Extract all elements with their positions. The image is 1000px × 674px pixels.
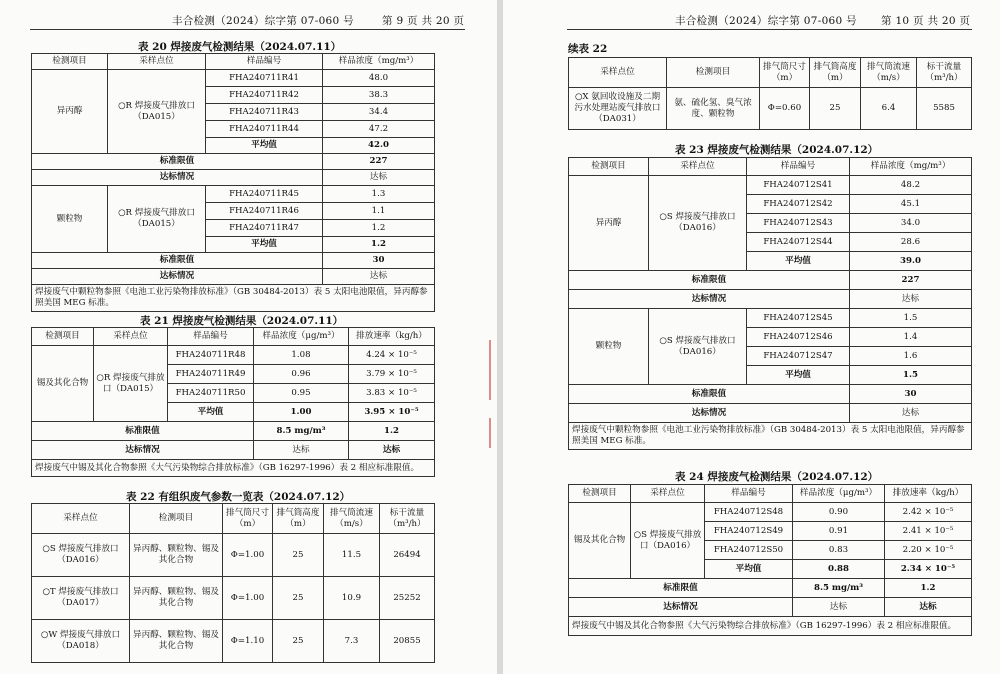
table-22 xyxy=(31,503,435,663)
status-label: 达标情况 xyxy=(569,290,850,309)
value-cell: 1.08 xyxy=(254,346,349,365)
table-21-caption: 表 21 焊接废气检测结果（2024.07.11） xyxy=(140,315,344,327)
limit-label: 标准限值 xyxy=(32,422,254,441)
velocity-cell: 11.5 xyxy=(324,534,380,577)
status-row xyxy=(32,441,435,460)
note-row xyxy=(32,285,435,312)
item-cell: 颗粒物 xyxy=(569,309,649,385)
table-20 xyxy=(31,53,435,312)
header-cell: 样品浓度（μg/m³） xyxy=(793,485,885,503)
header-cell: 排气筒高度（m） xyxy=(273,504,324,534)
status-value: 达标 xyxy=(323,170,435,186)
average-label: 平均值 xyxy=(747,252,850,271)
height-cell: 25 xyxy=(273,534,324,577)
status-row xyxy=(32,170,435,186)
status-value: 达标 xyxy=(793,598,885,617)
header-cell: 样品浓度（mg/m³） xyxy=(850,158,972,176)
header-cell: 排气筒流速（m/s） xyxy=(861,58,917,88)
velocity-cell: 7.3 xyxy=(324,620,380,663)
point-cell: ○S 焊接废气排放口（DA016） xyxy=(32,534,130,577)
value-cell: 45.1 xyxy=(850,195,972,214)
status-row xyxy=(569,598,972,617)
size-cell: Φ=0.60 xyxy=(760,88,810,130)
value-cell: 38.3 xyxy=(323,87,435,104)
table-20-caption: 表 20 焊接废气检测结果（2024.07.11） xyxy=(138,41,342,53)
header-cell: 样品编号 xyxy=(747,158,850,176)
value-cell: 48.0 xyxy=(323,70,435,87)
table-note: 焊接废气中颗粒物参照《电池工业污染物排放标准》（GB 30484-2013）表 5 太阳电池限值，异丙醇参照美国 MEG 标准。 xyxy=(569,423,972,450)
average-label: 平均值 xyxy=(206,138,323,154)
sample-id-cell: FHA240712S49 xyxy=(705,522,793,541)
sample-id-cell: FHA240711R43 xyxy=(206,104,323,121)
seal-bleed-mark xyxy=(489,418,491,448)
limit-label: 标准限值 xyxy=(569,579,793,598)
limit-label: 标准限值 xyxy=(569,271,850,290)
header-cell: 排气筒尺寸（m） xyxy=(760,58,810,88)
status-value: 达标 xyxy=(254,441,349,460)
table-row xyxy=(569,309,972,328)
value-cell: 28.6 xyxy=(850,233,972,252)
value-cell: 1.3 xyxy=(323,186,435,203)
header-cell: 检测项目 xyxy=(32,328,94,346)
header-cell: 排气筒高度（m） xyxy=(810,58,861,88)
header-cell: 排气筒尺寸（m） xyxy=(223,504,273,534)
point-cell: ○S 焊接废气排放口（DA016） xyxy=(631,503,705,579)
table-21 xyxy=(31,327,435,477)
height-cell: 25 xyxy=(810,88,861,130)
status-label: 达标情况 xyxy=(32,170,323,186)
velocity-cell: 10.9 xyxy=(324,577,380,620)
sample-id-cell: FHA240711R44 xyxy=(206,121,323,138)
header-cell: 标干流量（m³/h） xyxy=(917,58,972,88)
sample-id-cell: FHA240712S47 xyxy=(747,347,850,366)
sample-id-cell: FHA240711R50 xyxy=(168,384,254,403)
header-rule xyxy=(567,29,972,30)
page-header-title: 丰合检测（2024）综字第 07-060 号 xyxy=(675,15,857,27)
status-value: 达标 xyxy=(850,404,972,423)
point-cell: ○S 焊接废气排放口（DA016） xyxy=(649,176,747,271)
average-rate: 3.95 × 10⁻⁵ xyxy=(349,403,435,422)
header-cell: 样品浓度（μg/m³） xyxy=(254,328,349,346)
header-cell: 排放速率（kg/h） xyxy=(349,328,435,346)
size-cell: Φ=1.10 xyxy=(223,620,273,663)
limit-value: 30 xyxy=(850,385,972,404)
point-cell: ○R 焊接废气排放口（DA015） xyxy=(108,70,206,154)
header-cell: 检测项目 xyxy=(32,54,108,70)
point-cell: ○R 焊接废气排放口（DA015） xyxy=(94,346,168,422)
table-23 xyxy=(568,157,972,450)
rate-cell: 2.20 × 10⁻⁵ xyxy=(885,541,972,560)
item-cell: 异丙醇、颗粒物、锡及其化合物 xyxy=(130,534,223,577)
limit-row xyxy=(569,385,972,404)
table-row xyxy=(569,503,972,522)
limit-rate: 1.2 xyxy=(349,422,435,441)
limit-label: 标准限值 xyxy=(32,154,323,170)
status-row xyxy=(32,269,435,285)
limit-rate: 1.2 xyxy=(885,579,972,598)
sample-id-cell: FHA240711R41 xyxy=(206,70,323,87)
limit-label: 标准限值 xyxy=(32,253,323,269)
header-rule xyxy=(30,29,465,30)
limit-value: 8.5 mg/m³ xyxy=(254,422,349,441)
table-header-row xyxy=(32,328,435,346)
table-22-continued xyxy=(568,57,972,130)
size-cell: Φ=1.00 xyxy=(223,577,273,620)
sample-id-cell: FHA240712S42 xyxy=(747,195,850,214)
status-row xyxy=(569,290,972,309)
note-row xyxy=(32,460,435,477)
limit-label: 标准限值 xyxy=(569,385,850,404)
average-label: 平均值 xyxy=(705,560,793,579)
status-label: 达标情况 xyxy=(569,598,793,617)
table-header-row xyxy=(569,158,972,176)
sample-id-cell: FHA240712S44 xyxy=(747,233,850,252)
table-row xyxy=(569,176,972,195)
value-cell: 0.91 xyxy=(793,522,885,541)
value-cell: 48.2 xyxy=(850,176,972,195)
header-cell: 检测项目 xyxy=(667,58,760,88)
table-header-row xyxy=(569,58,972,88)
note-row xyxy=(569,423,972,450)
table-23-caption: 表 23 焊接废气检测结果（2024.07.12） xyxy=(675,144,879,156)
value-cell: 0.95 xyxy=(254,384,349,403)
status-value: 达标 xyxy=(323,269,435,285)
table-row xyxy=(32,186,435,203)
status-label: 达标情况 xyxy=(569,404,850,423)
flow-cell: 26494 xyxy=(380,534,435,577)
value-cell: 1.4 xyxy=(850,328,972,347)
average-value: 0.88 xyxy=(793,560,885,579)
left-page xyxy=(0,0,497,674)
item-cell: 颗粒物 xyxy=(32,186,108,253)
flow-cell: 20855 xyxy=(380,620,435,663)
table-note: 焊接废气中锡及其化合物参照《大气污染物综合排放标准》（GB 16297-1996）表 2 相应标准限值。 xyxy=(32,460,435,477)
size-cell: Φ=1.00 xyxy=(223,534,273,577)
table-24-caption: 表 24 焊接废气检测结果（2024.07.12） xyxy=(675,471,879,483)
table-row xyxy=(32,70,435,87)
header-cell: 采样点位 xyxy=(631,485,705,503)
item-cell: 异丙醇 xyxy=(569,176,649,271)
rate-cell: 3.79 × 10⁻⁵ xyxy=(349,365,435,384)
status-value: 达标 xyxy=(850,290,972,309)
point-cell: ○W 焊接废气排放口（DA018） xyxy=(32,620,130,663)
value-cell: 0.83 xyxy=(793,541,885,560)
page-header-number: 第 9 页 共 20 页 xyxy=(382,15,465,27)
item-cell: 异丙醇、颗粒物、锡及其化合物 xyxy=(130,620,223,663)
average-rate: 2.34 × 10⁻⁵ xyxy=(885,560,972,579)
table-row xyxy=(32,534,435,577)
header-cell: 样品浓度（mg/m³） xyxy=(323,54,435,70)
status-rate: 达标 xyxy=(349,441,435,460)
header-cell: 检测项目 xyxy=(130,504,223,534)
item-cell: 氨、硫化氢、臭气浓度、颗粒物 xyxy=(667,88,760,130)
seal-bleed-mark xyxy=(489,340,491,400)
sample-id-cell: FHA240711R48 xyxy=(168,346,254,365)
average-value: 1.5 xyxy=(850,366,972,385)
status-label: 达标情况 xyxy=(32,441,254,460)
table-row xyxy=(32,346,435,365)
height-cell: 25 xyxy=(273,620,324,663)
table-row xyxy=(32,620,435,663)
rate-cell: 2.41 × 10⁻⁵ xyxy=(885,522,972,541)
status-rate: 达标 xyxy=(885,598,972,617)
header-cell: 采样点位 xyxy=(569,58,667,88)
value-cell: 34.0 xyxy=(850,214,972,233)
sample-id-cell: FHA240711R45 xyxy=(206,186,323,203)
table-22-continued-caption: 续表 22 xyxy=(568,43,608,55)
sample-id-cell: FHA240712S50 xyxy=(705,541,793,560)
rate-cell: 2.42 × 10⁻⁵ xyxy=(885,503,972,522)
header-cell: 采样点位 xyxy=(108,54,206,70)
limit-row xyxy=(32,253,435,269)
sample-id-cell: FHA240712S46 xyxy=(747,328,850,347)
table-header-row xyxy=(569,485,972,503)
value-cell: 1.1 xyxy=(323,203,435,220)
sample-id-cell: FHA240711R47 xyxy=(206,220,323,237)
average-label: 平均值 xyxy=(168,403,254,422)
height-cell: 25 xyxy=(273,577,324,620)
value-cell: 0.90 xyxy=(793,503,885,522)
item-cell: 锡及其化合物 xyxy=(32,346,94,422)
page-header-number: 第 10 页 共 20 页 xyxy=(881,15,971,27)
sample-id-cell: FHA240712S41 xyxy=(747,176,850,195)
header-cell: 检测项目 xyxy=(569,158,649,176)
header-cell: 检测项目 xyxy=(569,485,631,503)
header-cell: 采样点位 xyxy=(649,158,747,176)
average-label: 平均值 xyxy=(206,237,323,253)
header-cell: 样品编号 xyxy=(206,54,323,70)
flow-cell: 25252 xyxy=(380,577,435,620)
value-cell: 1.5 xyxy=(850,309,972,328)
sample-id-cell: FHA240712S43 xyxy=(747,214,850,233)
table-24 xyxy=(568,484,972,636)
point-cell: ○X 氨回收设施及二期污水处理站废气排放口（DA031） xyxy=(569,88,667,130)
flow-cell: 5585 xyxy=(917,88,972,130)
average-value: 1.00 xyxy=(254,403,349,422)
value-cell: 1.2 xyxy=(323,220,435,237)
value-cell: 0.96 xyxy=(254,365,349,384)
average-value: 1.2 xyxy=(323,237,435,253)
table-note: 焊接废气中颗粒物参照《电池工业污染物排放标准》（GB 30484-2013）表 5 太阳电池限值，异丙醇参照美国 MEG 标准。 xyxy=(32,285,435,312)
header-cell: 样品编号 xyxy=(168,328,254,346)
page-header-title: 丰合检测（2024）综字第 07-060 号 xyxy=(172,15,354,27)
sample-id-cell: FHA240711R46 xyxy=(206,203,323,220)
average-value: 39.0 xyxy=(850,252,972,271)
item-cell: 异丙醇、颗粒物、锡及其化合物 xyxy=(130,577,223,620)
limit-value: 8.5 mg/m³ xyxy=(793,579,885,598)
rate-cell: 3.83 × 10⁻⁵ xyxy=(349,384,435,403)
sample-id-cell: FHA240712S45 xyxy=(747,309,850,328)
note-row xyxy=(569,617,972,636)
table-row xyxy=(32,577,435,620)
item-cell: 异丙醇 xyxy=(32,70,108,154)
average-label: 平均值 xyxy=(747,366,850,385)
rate-cell: 4.24 × 10⁻⁵ xyxy=(349,346,435,365)
point-cell: ○R 焊接废气排放口（DA015） xyxy=(108,186,206,253)
header-cell: 标干流量（m³/h） xyxy=(380,504,435,534)
table-row xyxy=(569,88,972,130)
header-cell: 采样点位 xyxy=(94,328,168,346)
value-cell: 1.6 xyxy=(850,347,972,366)
limit-value: 30 xyxy=(323,253,435,269)
header-cell: 采样点位 xyxy=(32,504,130,534)
sample-id-cell: FHA240711R42 xyxy=(206,87,323,104)
header-cell: 样品编号 xyxy=(705,485,793,503)
table-header-row xyxy=(32,504,435,534)
limit-row xyxy=(569,579,972,598)
status-row xyxy=(569,404,972,423)
header-cell: 排气筒流速（m/s） xyxy=(324,504,380,534)
sample-id-cell: FHA240711R49 xyxy=(168,365,254,384)
velocity-cell: 6.4 xyxy=(861,88,917,130)
right-page xyxy=(503,0,1000,674)
limit-row xyxy=(32,422,435,441)
limit-row xyxy=(32,154,435,170)
item-cell: 锡及其化合物 xyxy=(569,503,631,579)
limit-value: 227 xyxy=(850,271,972,290)
point-cell: ○T 焊接废气排放口（DA017） xyxy=(32,577,130,620)
value-cell: 34.4 xyxy=(323,104,435,121)
status-label: 达标情况 xyxy=(32,269,323,285)
table-header-row xyxy=(32,54,435,70)
point-cell: ○S 焊接废气排放口（DA016） xyxy=(649,309,747,385)
sample-id-cell: FHA240712S48 xyxy=(705,503,793,522)
header-cell: 排放速率（kg/h） xyxy=(885,485,972,503)
limit-value: 227 xyxy=(323,154,435,170)
table-note: 焊接废气中锡及其化合物参照《大气污染物综合排放标准》（GB 16297-1996）表 2 相应标准限值。 xyxy=(569,617,972,636)
value-cell: 47.2 xyxy=(323,121,435,138)
table-22-caption: 表 22 有组织废气参数一览表（2024.07.12） xyxy=(126,491,351,503)
limit-row xyxy=(569,271,972,290)
average-value: 42.0 xyxy=(323,138,435,154)
